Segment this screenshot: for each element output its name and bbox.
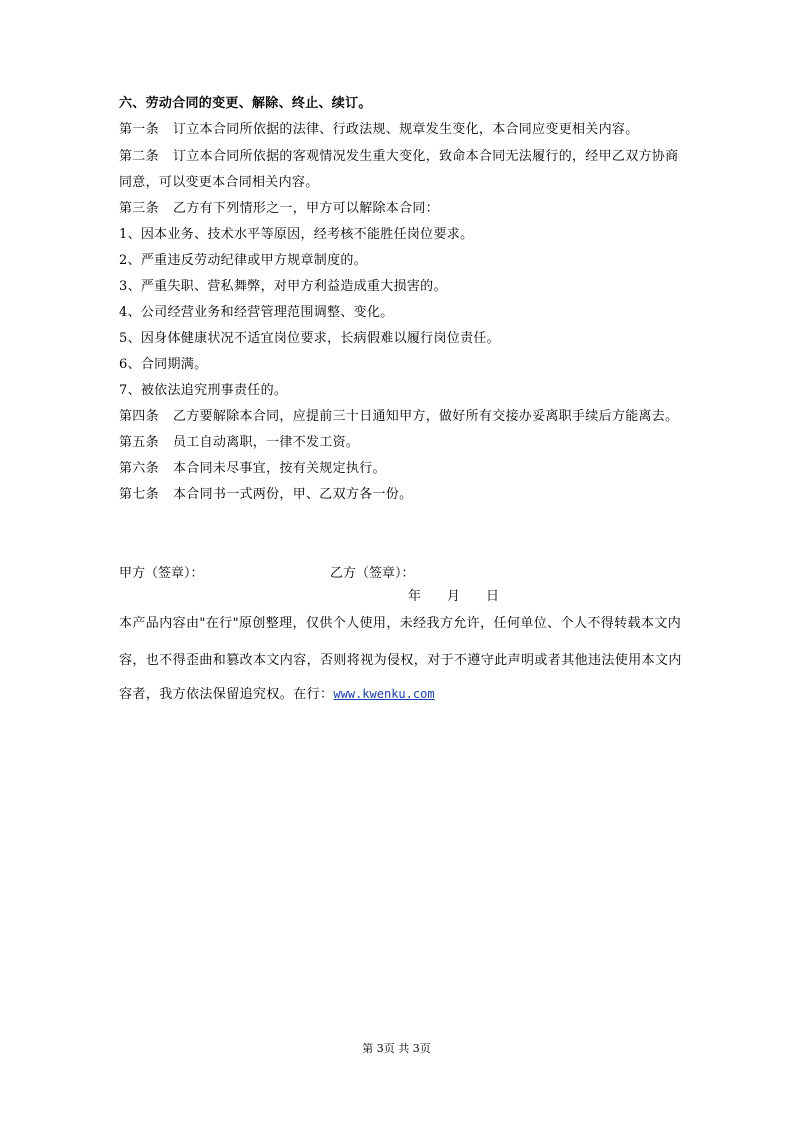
article-5 bbox=[119, 435, 359, 451]
section-heading: 六、劳动合同的变更、解除、终止、续订。 bbox=[119, 96, 372, 111]
article-text: 本合同未尽事宜，按有关规定执行。 bbox=[173, 461, 386, 476]
article-label: 第二条 bbox=[119, 149, 159, 164]
website-link[interactable]: www.kwenku.com bbox=[333, 687, 435, 701]
copyright-notice-line-2: 容，也不得歪曲和篡改本文内容，否则将视为侵权，对于不遵守此声明或者其他违法使用本文内 bbox=[119, 653, 682, 668]
article-text: 订立本合同所依据的客观情况发生重大变化，致命本合同无法履行的，经甲乙双方协商 bbox=[173, 149, 679, 164]
article-2 bbox=[119, 149, 678, 165]
list-item: 2、严重违反劳动纪律或甲方规章制度的。 bbox=[119, 253, 367, 268]
article-label: 第五条 bbox=[119, 435, 159, 450]
list-item: 5、因身体健康状况不适宜岗位要求，长病假难以履行岗位责任。 bbox=[119, 331, 500, 346]
copyright-notice-line-3 bbox=[119, 686, 435, 703]
article-2-continuation: 同意，可以变更本合同相关内容。 bbox=[119, 175, 319, 190]
list-item: 3、严重失职、营私舞弊，对甲方利益造成重大损害的。 bbox=[119, 279, 447, 294]
article-1 bbox=[119, 122, 639, 138]
list-item: 1、因本业务、技术水平等原因，经考核不能胜任岗位要求。 bbox=[119, 227, 474, 242]
article-text: 本合同书一式两份，甲、乙双方各一份。 bbox=[173, 487, 413, 502]
article-label: 第七条 bbox=[119, 487, 159, 502]
article-text: 员工自动离职，一律不发工资。 bbox=[173, 435, 360, 450]
date-day: 日 bbox=[486, 589, 500, 604]
article-4 bbox=[119, 409, 678, 425]
article-6 bbox=[119, 461, 386, 477]
article-3 bbox=[119, 201, 439, 217]
article-label: 第四条 bbox=[119, 409, 159, 424]
party-b-signature: 乙方（签章）： bbox=[330, 566, 415, 581]
signature-date bbox=[408, 589, 525, 605]
article-text: 乙方有下列情形之一，甲方可以解除本合同： bbox=[173, 201, 440, 216]
article-text: 订立本合同所依据的法律、行政法规、规章发生变化，本合同应变更相关内容。 bbox=[173, 122, 639, 137]
page-footer: 第 3页 共 3页 bbox=[362, 1042, 431, 1055]
article-7 bbox=[119, 487, 412, 503]
article-text: 乙方要解除本合同，应提前三十日通知甲方，做好所有交接办妥离职手续后方能离去。 bbox=[173, 409, 679, 424]
party-a-signature: 甲方（签章）： bbox=[119, 566, 204, 581]
date-month: 月 bbox=[447, 589, 461, 604]
article-label: 第三条 bbox=[119, 201, 159, 216]
notice-text: 容者，我方依法保留追究权。在行： bbox=[119, 687, 334, 702]
list-item: 7、被依法追究刑事责任的。 bbox=[119, 383, 288, 398]
article-label: 第六条 bbox=[119, 461, 159, 476]
list-item: 6、合同期满。 bbox=[119, 357, 208, 372]
copyright-notice-line-1: 本产品内容由"在行"原创整理，仅供个人使用，未经我方允许，任何单位、个人不得转载本文内 bbox=[119, 616, 682, 631]
list-item: 4、公司经营业务和经营管理范围调整、变化。 bbox=[119, 305, 394, 320]
date-year: 年 bbox=[408, 589, 422, 604]
article-label: 第一条 bbox=[119, 122, 159, 137]
